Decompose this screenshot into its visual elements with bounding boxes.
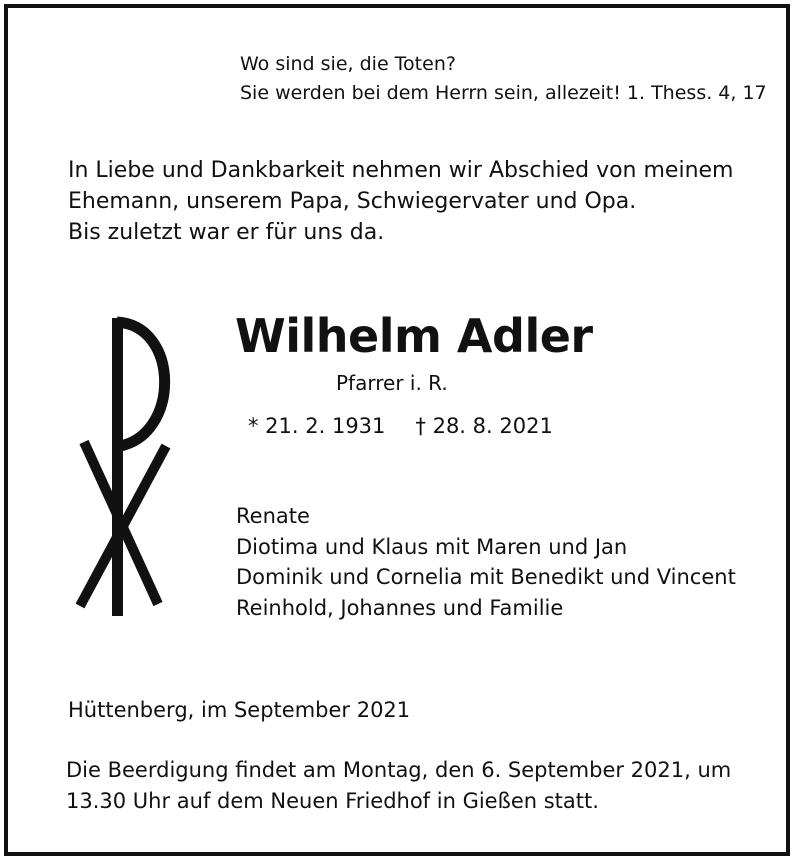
mourner-line: Dominik und Cornelia mit Benedikt und Vincent [236, 565, 736, 589]
bible-verse [240, 50, 767, 108]
funeral-notice [66, 755, 731, 817]
mourner-line: Reinhold, Johannes und Familie [236, 595, 564, 620]
mourner-line: Renate [236, 504, 310, 528]
funeral-line-1: Die Beerdigung findet am Montag, den 6. September 2021, um [66, 758, 732, 782]
verse-line-1: Wo sind sie, die Toten? [240, 53, 456, 75]
place-and-date: Hüttenberg, im September 2021 [68, 698, 411, 722]
death-date: † 28. 8. 2021 [415, 414, 553, 438]
deceased-name: Wilhelm Adler [235, 309, 593, 363]
intro-text [68, 155, 733, 248]
funeral-line-2: 13.30 Uhr auf dem Neuen Friedhof in Gießen statt. [66, 789, 599, 813]
life-dates [248, 411, 553, 441]
intro-line-3: Bis zuletzt war er für uns da. [68, 220, 385, 245]
deceased-title: Pfarrer i. R. [336, 371, 448, 395]
mourner-line: Diotima und Klaus mit Maren und Jan [236, 534, 628, 559]
intro-line-2: Ehemann, unserem Papa, Schwiegervater und Opa. [68, 189, 637, 214]
obituary-frame [4, 4, 790, 856]
verse-line-2: Sie werden bei dem Herrn sein, allezeit! 1. Thess. 4, 17 [240, 82, 767, 104]
intro-line-1: In Liebe und Dankbarkeit nehmen wir Abschied von meinem [68, 158, 734, 183]
mourners-list [236, 501, 736, 623]
chi-rho-symbol-icon [70, 316, 180, 618]
birth-date: * 21. 2. 1931 [248, 414, 386, 438]
